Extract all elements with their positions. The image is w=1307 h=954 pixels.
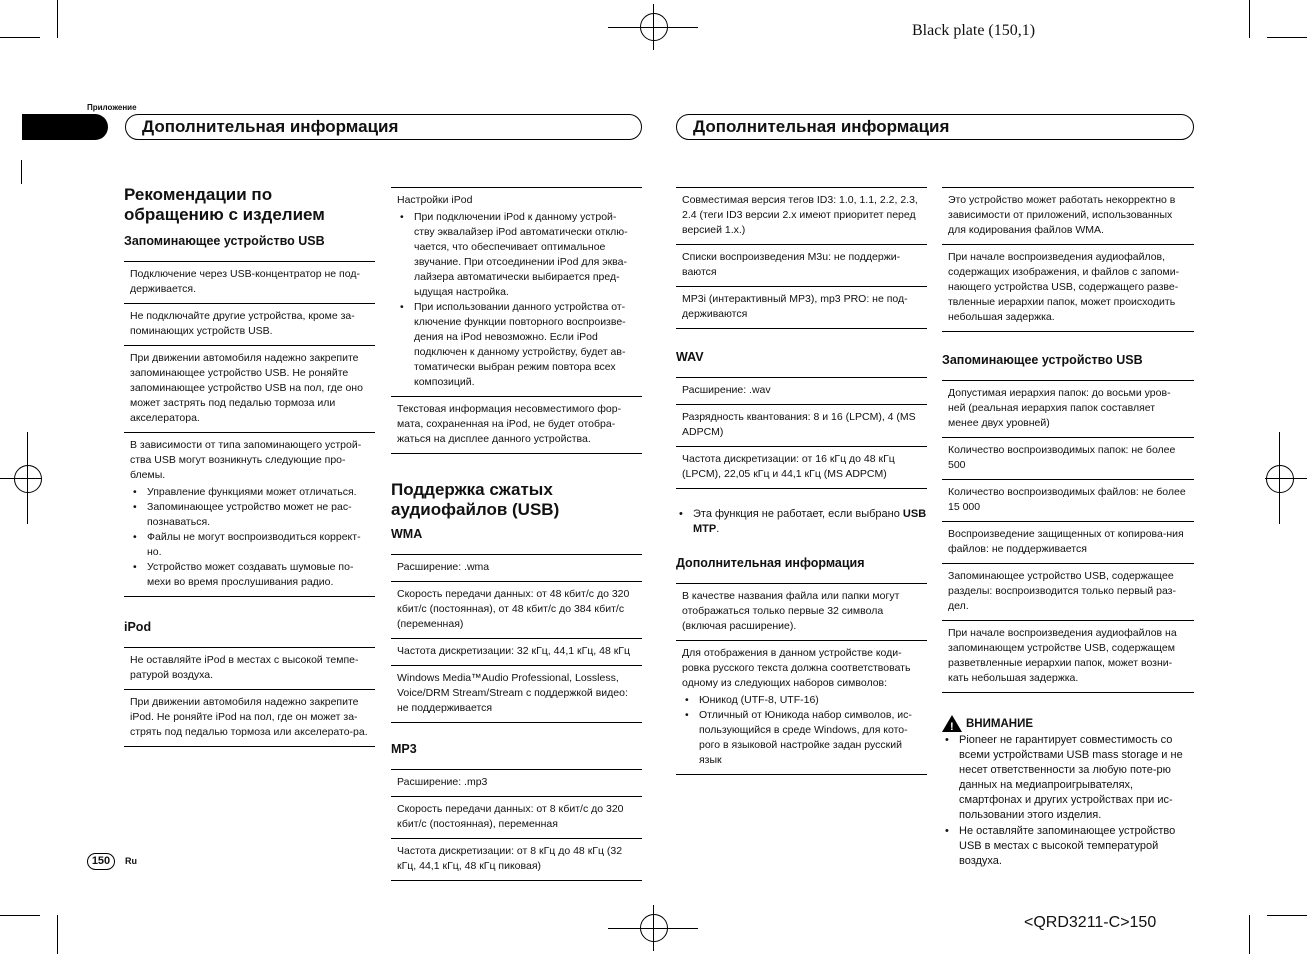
table-row: Количество воспроизводимых папок: не более 500	[942, 438, 1194, 480]
table-row	[124, 433, 375, 596]
crop-mark	[1249, 0, 1250, 38]
ipod-settings-table	[391, 187, 642, 454]
document-code: <QRD3211-C>150	[1024, 914, 1157, 931]
crop-mark	[0, 478, 42, 479]
wma-notes-table	[942, 187, 1194, 332]
note-text: Эта функция не работает, если выбрано	[693, 508, 900, 520]
table-row: Частота дискретизации: 32 кГц, 44,1 кГц, 48 кГц	[391, 639, 642, 666]
mp3-table-continued	[676, 187, 927, 329]
table-row: Windows Media™Audio Professional, Lossless, Voice/DRM Stream/Stream с поддержкой видео: не поддерживается	[397, 672, 628, 714]
row-intro: Для отображения в данном устройстве коди-ровка русского текста должна соответствовать одному из следующих наборов символов:	[682, 647, 911, 689]
bullet-list	[397, 210, 636, 390]
crop-mark	[1267, 915, 1307, 916]
table-row: Не оставляйте iPod в местах с высокой темпе-ратурой воздуха.	[124, 648, 375, 690]
ipod-table	[124, 647, 375, 747]
section-title: Поддержка сжатых аудиофайлов (USB)	[391, 480, 560, 519]
table-row: Текстовая информация несовместимого фор-мата, сохраненная на iPod, не будет отобра-жаться на дисплее данного устройства.	[397, 403, 622, 445]
usb-limits-table	[942, 380, 1194, 693]
table-row: Допустимая иерархия папок: до восьми уров-ней (реальная иерархия папок составляет менее двух уровней)	[942, 381, 1194, 438]
subsection-title: Запоминающее устройство USB	[124, 234, 325, 248]
wav-note	[676, 507, 927, 537]
table-row: Частота дискретизации: от 8 кГц до 48 кГц (32 кГц, 44,1 кГц, 48 кГц пиковая)	[397, 845, 623, 872]
warning-heading	[942, 715, 1194, 733]
table-row: При начале воспроизведения аудиофайлов, содержащих изображения, и файлов с запоми-нающего устройства USB, содержащего разве-твленные иерархии папок, может происходить небольшая задержка.	[948, 251, 1180, 323]
page-header-left: Дополнительная информация	[125, 114, 642, 140]
list-item: • Отличный от Юникода набор символов, ис-пользующийся в среде Windows, для кото-рого в языковой настройке задан русский язык	[682, 708, 921, 768]
bullet-list	[130, 485, 369, 590]
table-row: Скорость передачи данных: от 8 кбит/с до 320 кбит/с (постоянная), переменная	[391, 797, 642, 839]
table-row: В качестве названия файла или папки могут отображаться только первые 32 символа (включая расширение).	[676, 584, 927, 641]
warning-icon: !	[942, 715, 962, 732]
mp3-table	[391, 769, 642, 881]
page-number: 150	[87, 853, 115, 870]
registration-mark-icon	[14, 465, 42, 493]
table-row: Это устройство может работать некорректно в зависимости от приложений, использованных для кодирования файлов WMA.	[942, 188, 1194, 245]
table-row	[676, 641, 927, 774]
column-1	[124, 185, 375, 765]
bullet-list	[682, 693, 921, 768]
row-intro: В зависимости от типа запоминающего устрой-ства USB могут возникнуть следующие про-блемы.	[130, 439, 362, 481]
crop-mark	[1265, 478, 1307, 479]
list-item: • Pioneer не гарантирует совместимость со всеми устройствами USB mass storage и не несет ответственности за любую поте-рю данных на медиапроигрывателях, смартфонах и других устройствах при ис-пользовании этого изделия.	[942, 733, 1194, 823]
crop-mark	[57, 915, 58, 954]
table-row: При начале воспроизведения аудиофайлов на запоминающем устройстве USB, содержащем разветвленные иерархии папок, может возни-кать небольшая задержка.	[948, 627, 1177, 684]
crop-mark	[21, 160, 22, 184]
list-item: • Эта функция не работает, если выбрано USB MTP.	[676, 507, 927, 537]
wma-table	[391, 554, 642, 723]
table-row: Скорость передачи данных: от 48 кбит/с до 320 кбит/с (постоянная), от 48 кбит/с до 384 кбит/с (переменная)	[391, 582, 642, 639]
usb-table	[124, 261, 375, 597]
registration-mark-icon	[1266, 465, 1294, 493]
crop-mark	[1267, 37, 1307, 38]
table-row: Расширение: .wma	[391, 555, 642, 582]
table-row: При движении автомобиля надежно закрепите запоминающее устройство USB. Не роняйте запоминающее устройство USB на пол, где оно может застрять под педалью тормоза или акселератора.	[124, 346, 375, 433]
column-4	[942, 187, 1194, 870]
language-label: Ru	[125, 856, 137, 866]
list-item: • Управление функциями может отличаться.	[130, 485, 369, 500]
table-row: Воспроизведение защищенных от копирова-ния файлов: не поддерживается	[942, 522, 1194, 564]
subsection-title: iPod	[124, 620, 152, 634]
table-row: Запоминающее устройство USB, содержащее разделы: воспроизводится только первый раз-дел.	[942, 564, 1194, 621]
table-row: Списки воспроизведения M3u: не поддержи-ваются	[676, 245, 927, 287]
additional-info-table	[676, 583, 927, 775]
subsection-title: Запоминающее устройство USB	[942, 353, 1143, 367]
table-row: Расширение: .mp3	[391, 770, 642, 797]
table-row: Расширение: .wav	[676, 378, 927, 405]
table-row: Совместимая версия тегов ID3: 1.0, 1.1, 2.2, 2.3, 2.4 (теги ID3 версии 2.x имеют приоритет перед версией 1.x.)	[676, 188, 927, 245]
crop-mark	[1249, 915, 1250, 954]
list-item: • Юникод (UTF-8, UTF-16)	[682, 693, 921, 708]
subsection-title: Дополнительная информация	[676, 556, 865, 570]
subsection-title: MP3	[391, 742, 417, 756]
row-label: Настройки iPod	[397, 194, 473, 206]
crop-mark	[608, 928, 698, 929]
warning-list	[942, 733, 1194, 869]
table-row: Частота дискретизации: от 16 кГц до 48 кГц (LPCM), 22,05 кГц и 44,1 кГц (MS ADPCM)	[682, 453, 895, 480]
section-label: Приложение	[87, 103, 137, 112]
list-item: • Файлы не могут воспроизводиться коррект-но.	[130, 530, 369, 560]
table-row: Не подключайте другие устройства, кроме за-поминающих устройств USB.	[124, 304, 375, 346]
subsection-title: WMA	[391, 527, 423, 541]
table-row: Количество воспроизводимых файлов: не более 15 000	[942, 480, 1194, 522]
crop-mark	[57, 0, 58, 38]
column-3	[676, 187, 927, 793]
list-item: • Запоминающее устройство может не рас-познаваться.	[130, 500, 369, 530]
table-row: Подключение через USB-концентратор не под-держивается.	[124, 262, 375, 304]
column-2	[391, 187, 642, 899]
crop-mark	[608, 27, 698, 28]
list-item: • Устройство может создавать шумовые по-мехи во время прослушивания радио.	[130, 560, 369, 590]
plate-label: Black plate (150,1)	[912, 22, 1036, 39]
list-item: • При подключении iPod к данному устрой-ству эквалайзер iPod автоматически отклю-чается, что обеспечивает оптимальное звучание. При отсоединении iPod для эква-лайзера автоматически выбирается пред-ыдущая настройка.	[397, 210, 636, 300]
note-bold: USB MTP	[693, 508, 927, 535]
table-row: При движении автомобиля надежно закрепите iPod. Не роняйте iPod на пол, где он может за-стрять под педалью тормоза или акселерато-ра.	[130, 696, 368, 738]
section-tab	[22, 114, 108, 140]
table-row: Разрядность квантования: 8 и 16 (LPCM), 4 (MS ADPCM)	[676, 405, 927, 447]
table-row	[391, 188, 642, 397]
list-item: • Не оставляйте запоминающее устройство USB в местах с высокой температурой воздуха.	[942, 824, 1194, 869]
wav-table	[676, 377, 927, 489]
table-row: MP3i (интерактивный MP3), mp3 PRO: не под-держиваются	[682, 293, 908, 320]
crop-mark	[0, 915, 40, 916]
section-title: Рекомендации по обращению с изделием	[124, 185, 325, 224]
warning-label: ВНИМАНИЕ	[966, 718, 1034, 730]
subsection-title: WAV	[676, 350, 704, 364]
list-item: • При использовании данного устройства от-ключение функции повторного воспроизве-дения на iPod невозможно. Если iPod подключен к данному устройству, будет ав-томатически выбран режим повтора всех композиций.	[397, 300, 636, 390]
page-header-right: Дополнительная информация	[676, 114, 1194, 140]
crop-mark	[0, 37, 40, 38]
